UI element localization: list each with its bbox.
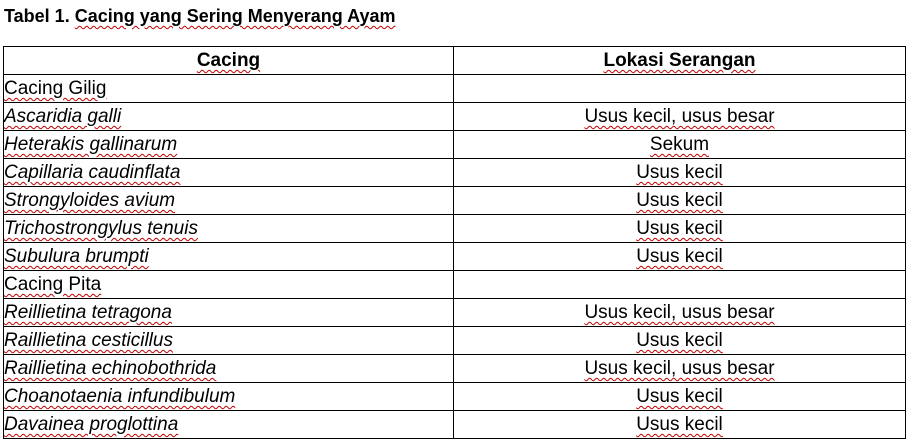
table-row — [4, 243, 906, 271]
location-text: Usus kecil — [636, 330, 723, 351]
location-text: Usus kecil, usus besar — [584, 302, 775, 323]
location-text: Usus kecil — [636, 190, 723, 211]
location-cell — [454, 159, 906, 187]
location-text: Usus kecil, usus besar — [584, 358, 775, 379]
species-cell — [4, 383, 454, 411]
location-text: Usus kecil — [636, 162, 723, 183]
header-cacing: Cacing — [4, 47, 454, 75]
table-row — [4, 215, 906, 243]
species-name: Davainea proglottina — [4, 414, 179, 435]
location-cell — [454, 103, 906, 131]
location-text: Usus kecil, usus besar — [584, 106, 775, 127]
group-name-cell — [4, 271, 454, 299]
location-cell — [454, 215, 906, 243]
table-row — [4, 131, 906, 159]
location-cell — [454, 327, 906, 355]
table-row — [4, 383, 906, 411]
location-text: Usus kecil — [636, 246, 723, 267]
location-cell — [454, 355, 906, 383]
worm-table — [3, 46, 906, 439]
species-name: Trichostrongylus tenuis — [4, 218, 198, 239]
group-empty-cell — [454, 271, 906, 299]
species-cell — [4, 131, 454, 159]
table-row — [4, 299, 906, 327]
location-cell — [454, 187, 906, 215]
species-name: Subulura brumpti — [4, 246, 149, 267]
caption-prefix: Tabel 1. — [4, 6, 70, 26]
species-cell — [4, 355, 454, 383]
group-name: Cacing Gilig — [4, 78, 107, 99]
location-text: Sekum — [649, 134, 710, 155]
species-cell — [4, 411, 454, 439]
group-name: Cacing Pita — [4, 274, 102, 295]
group-empty-cell — [454, 75, 906, 103]
group-row — [4, 271, 906, 299]
location-text: Usus kecil — [636, 218, 723, 239]
location-text: Usus kecil — [636, 414, 723, 435]
species-cell — [4, 187, 454, 215]
table-row — [4, 327, 906, 355]
group-row — [4, 75, 906, 103]
species-name: Raillietina cesticillus — [4, 330, 173, 351]
species-name: Raillietina echinobothrida — [4, 358, 217, 379]
table-row — [4, 159, 906, 187]
species-name: Choanotaenia infundibulum — [4, 386, 236, 407]
location-cell — [454, 243, 906, 271]
table-row — [4, 103, 906, 131]
location-cell — [454, 411, 906, 439]
species-cell — [4, 243, 454, 271]
table-row — [4, 411, 906, 439]
table-row — [4, 187, 906, 215]
species-cell — [4, 327, 454, 355]
location-cell — [454, 383, 906, 411]
species-cell — [4, 103, 454, 131]
caption-title: Cacing yang Sering Menyerang Ayam — [74, 6, 396, 26]
species-cell — [4, 215, 454, 243]
location-text: Usus kecil — [636, 386, 723, 407]
table-row — [4, 355, 906, 383]
species-name: Strongyloides avium — [4, 190, 176, 211]
species-cell — [4, 159, 454, 187]
table-caption — [4, 4, 395, 28]
species-name: Heterakis gallinarum — [4, 134, 178, 155]
table-body — [4, 75, 906, 439]
species-name: Capillaria caudinflata — [4, 162, 181, 183]
species-name: Reillietina tetragona — [4, 302, 172, 323]
header-lokasi-serangan: Lokasi Serangan — [454, 47, 906, 75]
table-header-row — [4, 47, 906, 75]
group-name-cell — [4, 75, 454, 103]
location-cell — [454, 131, 906, 159]
species-name: Ascaridia galli — [4, 106, 122, 127]
location-cell — [454, 299, 906, 327]
species-cell — [4, 299, 454, 327]
